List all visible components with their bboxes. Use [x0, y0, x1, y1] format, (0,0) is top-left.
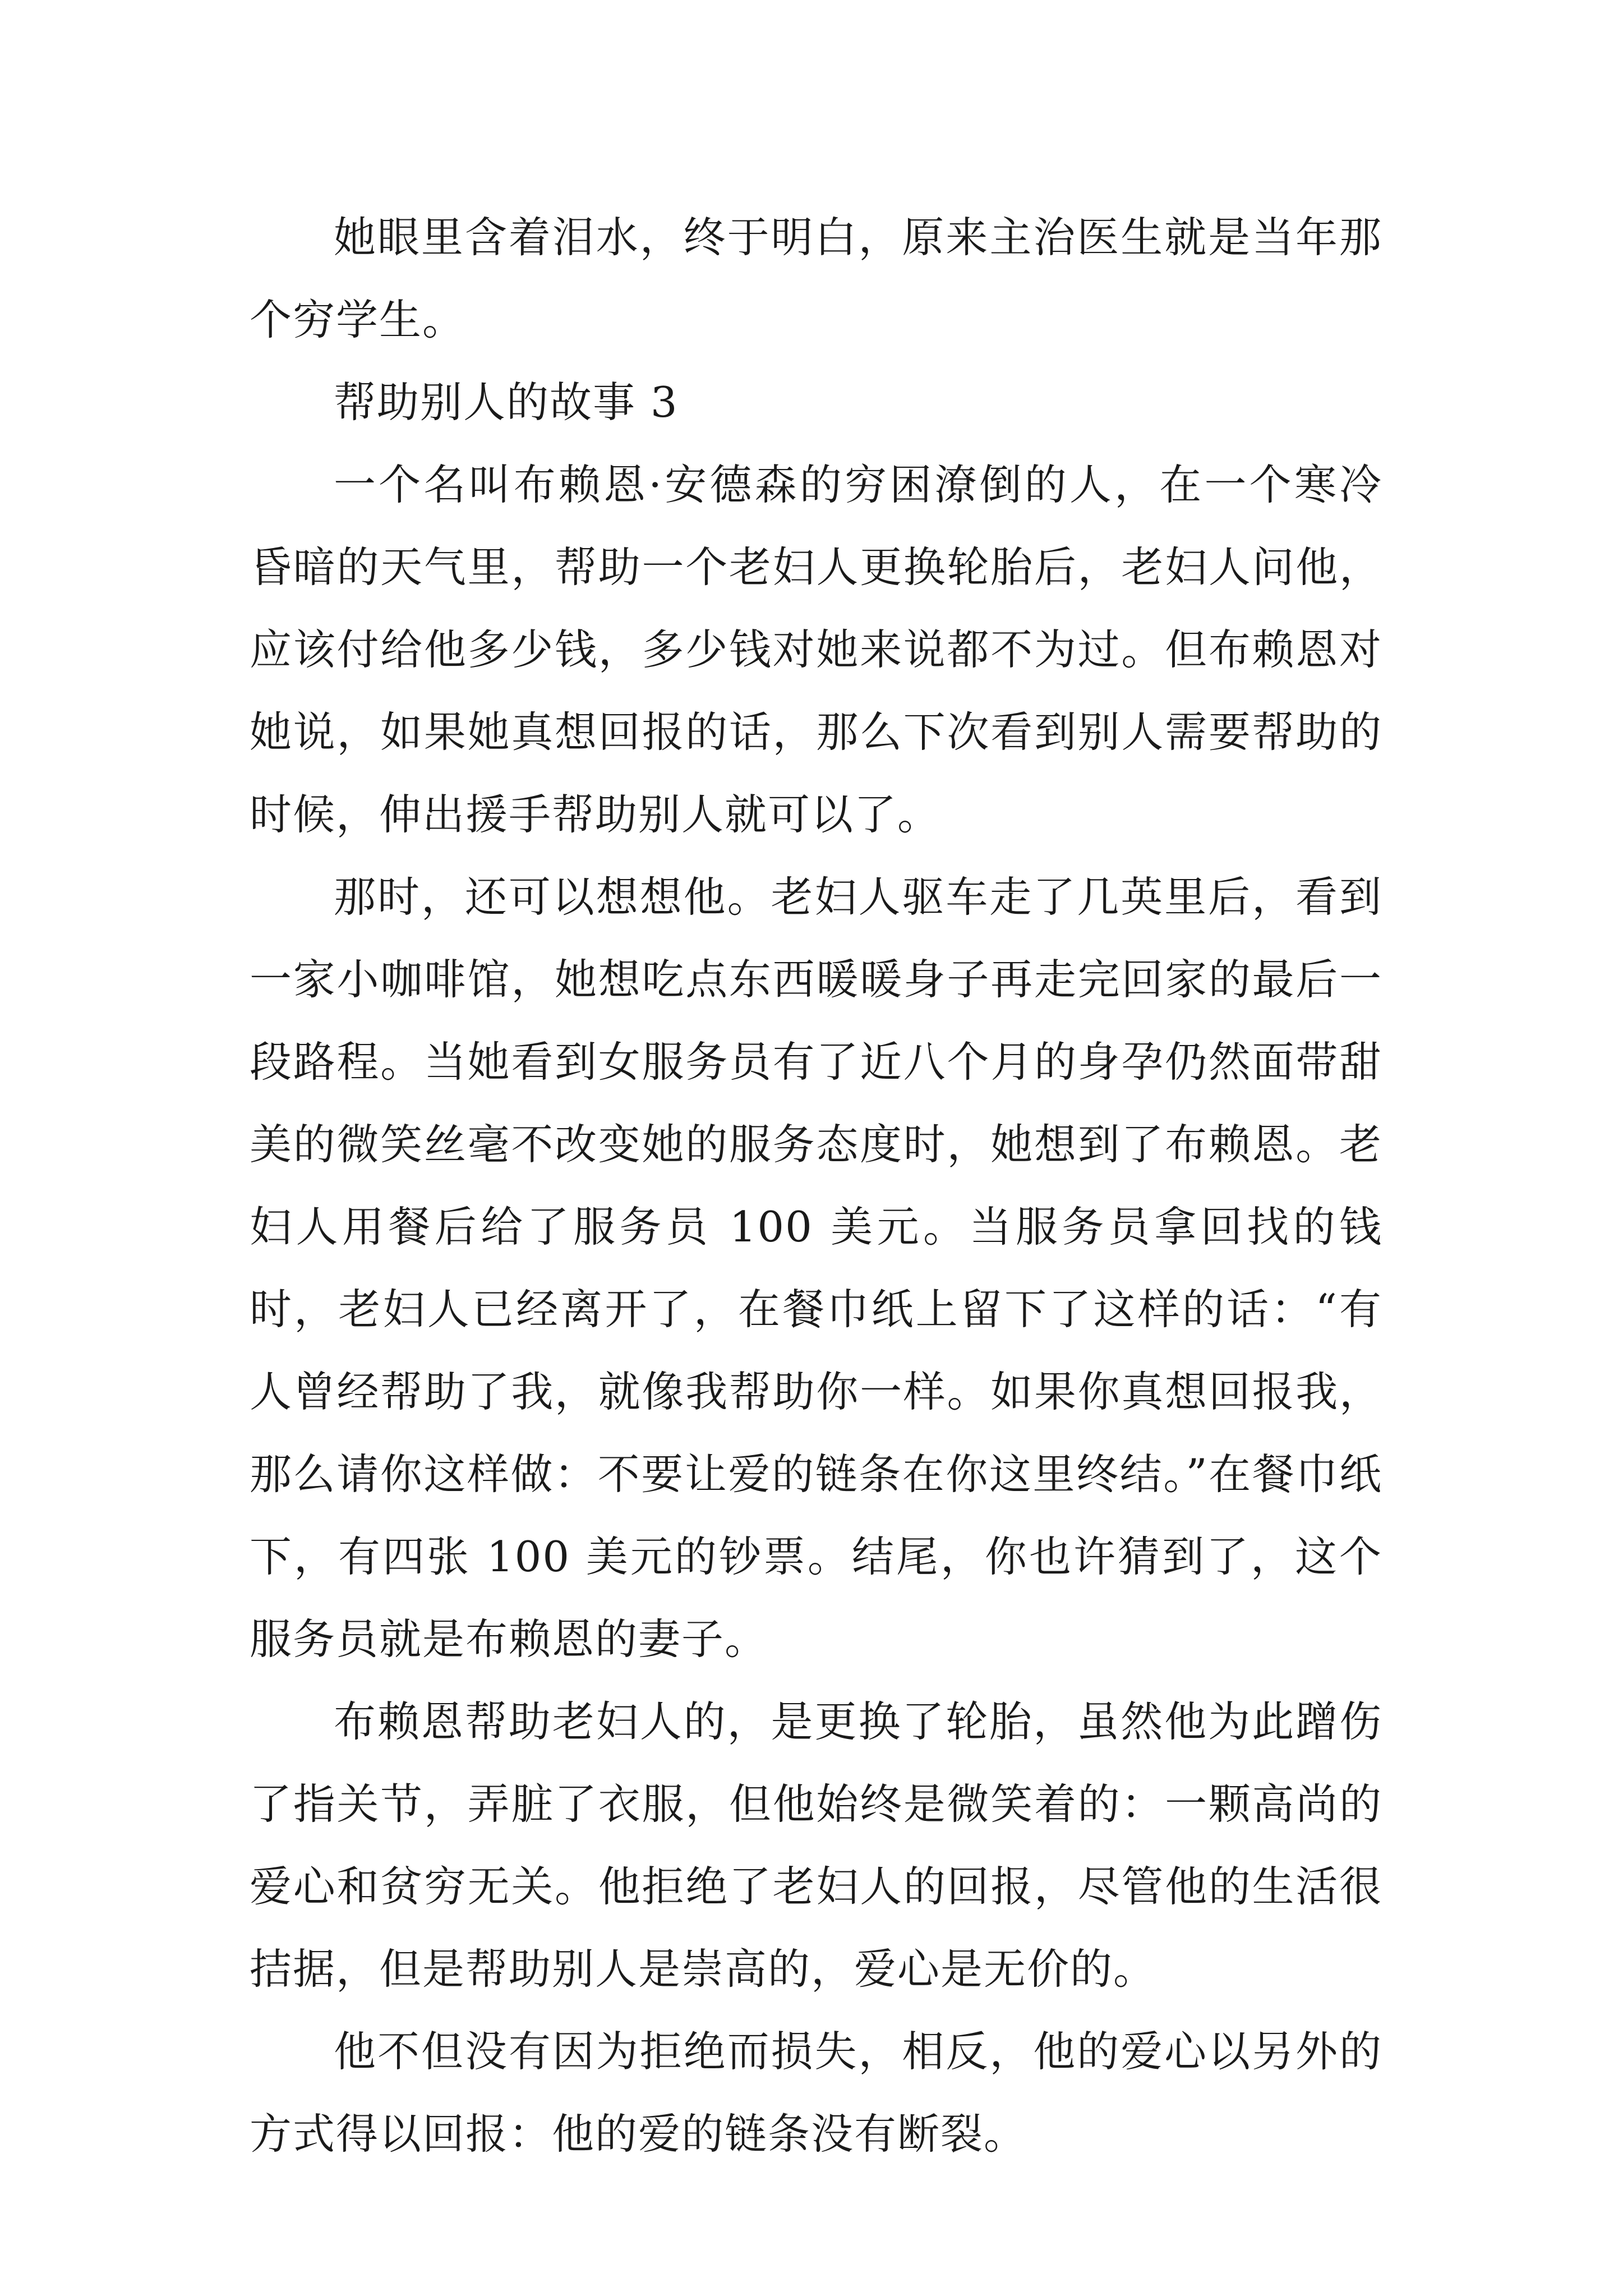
paragraph-ending-story-2: 她眼里含着泪水，终于明白，原来主治医生就是当年那个穷学生。 [250, 213, 1382, 344]
story-3-heading: 帮助别人的故事 3 [334, 378, 679, 427]
document-body [250, 196, 1382, 2175]
paragraph-cafe-waitress: 那时，还可以想想他。老妇人驱车走了几英里后，看到一家小咖啡馆，她想吃点东西暖暖身子再走完回家的最后一段路程。当她看到女服务员有了近八个月的身孕仍然面带甜美的微笑丝毫不改变她的服务态度时，她想到了布赖恩。老妇人用餐后给了服务员 100 美元。当服务员拿回找的钱时，老妇人已经离开了，在餐巾纸上留下了这样的话：“有人曾经帮助了我，就像我帮助你一样。如果你真想回报我，那么请你这样做：不要让爱的链条在你这里终结。”在餐巾纸下，有四张 100 美元的钞票。结尾，你也许猜到了，这个服务员就是布赖恩的妻子。 [250, 872, 1382, 1664]
paragraph-brian-reflection: 布赖恩帮助老妇人的，是更换了轮胎，虽然他为此蹭伤了指关节，弄脏了衣服，但他始终是微笑着的：一颗高尚的爱心和贫穷无关。他拒绝了老妇人的回报，尽管他的生活很拮据，但是帮助别人是崇高的，爱心是无价的。 [250, 1697, 1382, 1994]
paragraph-brian-helps: 一个名叫布赖恩·安德森的穷困潦倒的人，在一个寒冷昏暗的天气里，帮助一个老妇人更换轮胎后，老妇人问他，应该付给他多少钱，多少钱对她来说都不为过。但布赖恩对她说，如果她真想回报的话，那么下次看到别人需要帮助的时候，伸出援手帮助别人就可以了。 [250, 460, 1382, 839]
paragraph-conclusion: 他不但没有因为拒绝而损失，相反，他的爱心以另外的方式得以回报：他的爱的链条没有断裂。 [250, 2027, 1382, 2159]
